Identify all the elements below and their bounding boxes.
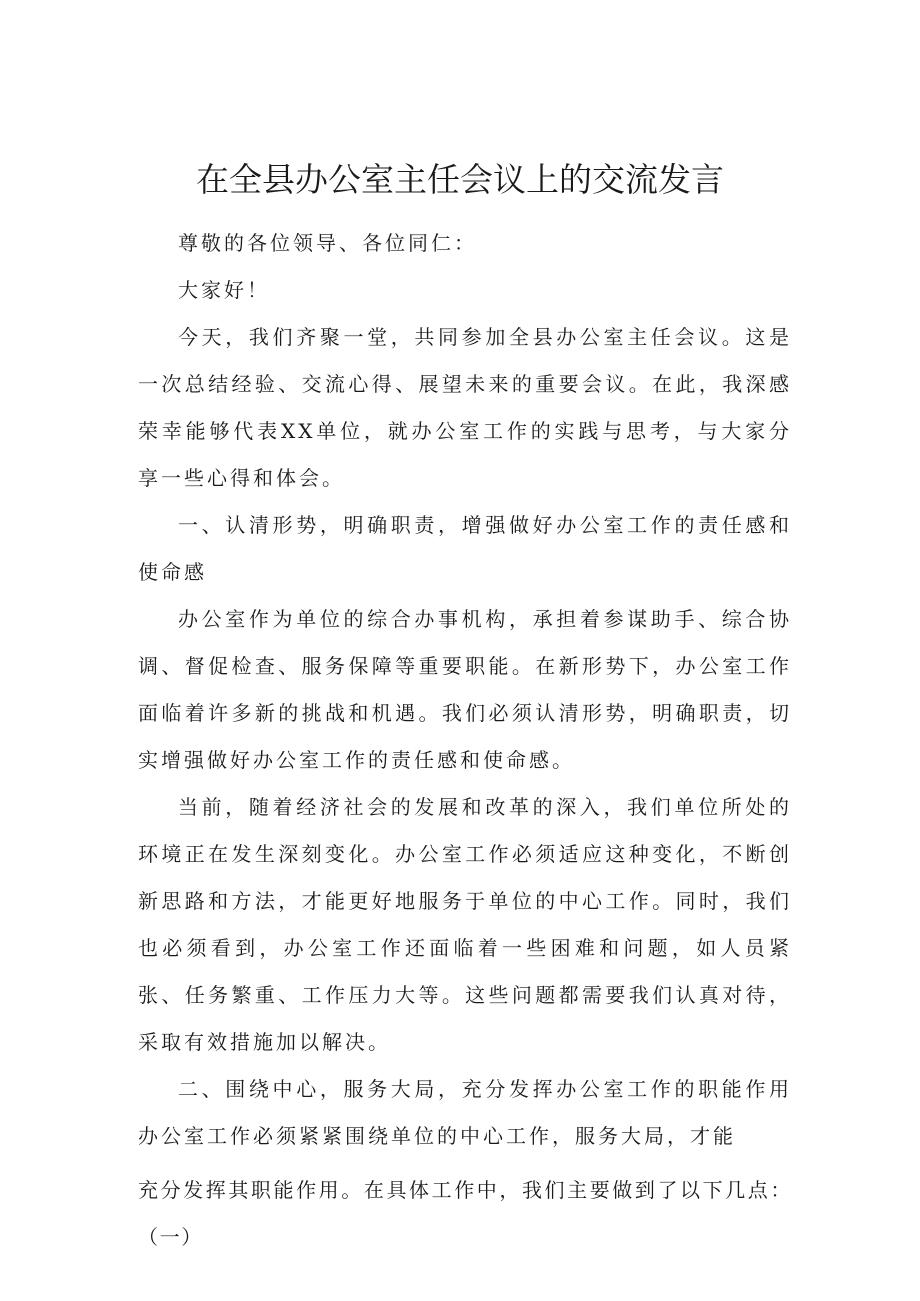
body-paragraph-continued: 充分发挥其职能作用。在具体工作中，我们主要做到了以下几点：（一） xyxy=(138,1178,792,1249)
greeting: 大家好！ xyxy=(178,278,270,302)
document-body xyxy=(138,220,792,1261)
document-title: 在全县办公室主任会议上的交流发言 xyxy=(196,160,724,199)
salutation: 尊敬的各位领导、各位同仁： xyxy=(178,231,477,255)
body-paragraph: 办公室作为单位的综合办事机构，承担着参谋助手、综合协调、督促检查、服务保障等重要职能。在新形势下，办公室工作面临着许多新的挑战和机遇。我们必须认清形势，明确职责，切实增强做好办公室工作的责任感和使命感。 xyxy=(138,607,792,772)
section-heading-1: 一、认清形势，明确职责，增强做好办公室工作的责任感和使命感 xyxy=(138,513,792,584)
section-heading-2: 二、围绕中心，服务大局，充分发挥办公室工作的职能作用办公室工作必须紧紧围绕单位的中心工作，服务大局，才能 xyxy=(138,1077,792,1148)
intro-paragraph: 今天，我们齐聚一堂，共同参加全县办公室主任会议。这是一次总结经验、交流心得、展望未来的重要会议。在此，我深感荣幸能够代表XX单位，就办公室工作的实践与思考，与大家分享一些心得和体会。 xyxy=(138,325,792,490)
body-paragraph: 当前，随着经济社会的发展和改革的深入，我们单位所处的环境正在发生深刻变化。办公室工作必须适应这种变化，不断创新思路和方法，才能更好地服务于单位的中心工作。同时，我们也必须看到，办公室工作还面临着一些困难和问题，如人员紧张、任务繁重、工作压力大等。这些问题都需要我们认真对待，采取有效措施加以解决。 xyxy=(138,795,792,1054)
